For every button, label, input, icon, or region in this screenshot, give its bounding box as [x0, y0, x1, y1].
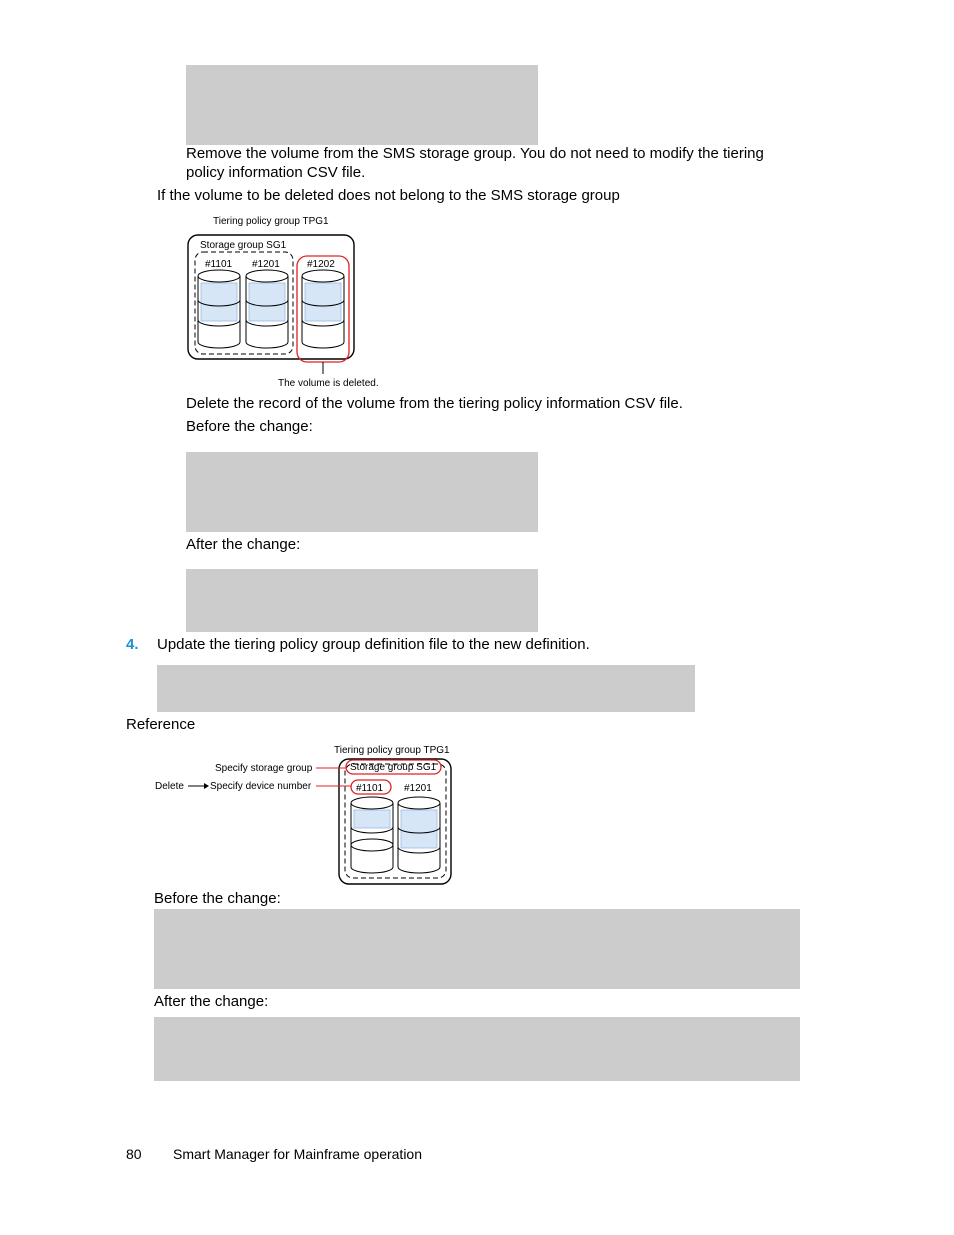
reference-heading: Reference — [126, 716, 196, 733]
diagram-reference — [150, 740, 455, 888]
paragraph-delete-record: Delete the record of the volume from the tiering policy information CSV file. — [186, 395, 683, 412]
before-change-label: Before the change: — [186, 418, 313, 435]
storage-group-label: Storage group SG1 — [200, 240, 287, 251]
volume-label-2: #1201 — [252, 259, 280, 270]
diagram2-volume-label-1: #1101 — [356, 783, 384, 794]
diagram-tiering-group-delete — [185, 210, 385, 392]
code-block-before — [186, 452, 538, 532]
code-block-step4 — [157, 665, 695, 712]
label-specify-storage-group: Specify storage group — [215, 763, 313, 774]
volume-cylinder-3 — [302, 270, 344, 348]
paragraph-condition: If the volume to be deleted does not belong to the SMS storage group — [157, 187, 620, 204]
volume-label-1: #1101 — [205, 259, 233, 270]
code-block — [186, 65, 538, 145]
diagram2-volume-label-2: #1201 — [404, 783, 432, 794]
label-delete: Delete — [155, 781, 184, 792]
arrow-head-icon — [204, 783, 209, 789]
diagram2-volume-cylinder-2 — [398, 797, 440, 873]
volume-label-3: #1202 — [307, 259, 335, 270]
diagram2-group-title: Tiering policy group TPG1 — [334, 745, 450, 756]
after-change-label-2: After the change: — [154, 993, 269, 1010]
footer-title: Smart Manager for Mainframe operation — [173, 1146, 422, 1162]
footer-page-number: 80 — [126, 1146, 142, 1162]
diagram-group-title: Tiering policy group TPG1 — [213, 216, 329, 227]
code-block-after-2 — [154, 1017, 800, 1081]
after-change-label: After the change: — [186, 536, 301, 553]
code-block-after — [186, 569, 538, 632]
volume-cylinder-2 — [246, 270, 288, 348]
before-change-label-2: Before the change: — [154, 890, 281, 907]
code-block-before-2 — [154, 909, 800, 989]
label-specify-device-number: Specify device number — [210, 781, 312, 792]
diagram2-storage-group-label: Storage group SG1 — [350, 762, 437, 773]
volume-cylinder-1 — [198, 270, 240, 348]
diagram-caption: The volume is deleted. — [278, 378, 379, 389]
step-text: Update the tiering policy group definition file to the new definition. — [157, 636, 590, 653]
diagram2-volume-cylinder-1 — [351, 797, 393, 873]
step-number: 4. — [126, 636, 139, 653]
paragraph-remove-volume: Remove the volume from the SMS storage group. You do not need to modify the tiering policy information CSV file. — [186, 145, 764, 181]
